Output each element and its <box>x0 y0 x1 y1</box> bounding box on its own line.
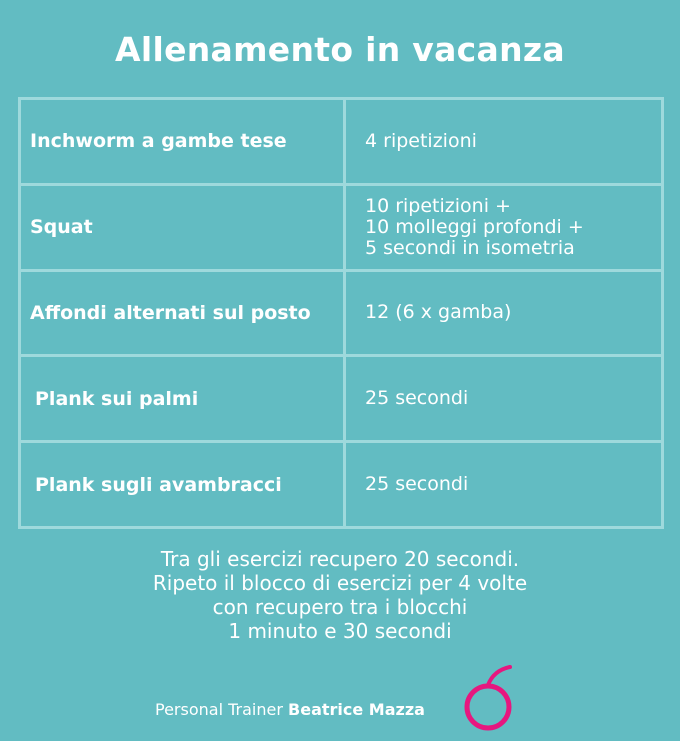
exercise-value: 25 secondi <box>346 357 661 440</box>
recovery-note: Tra gli esercizi recupero 20 secondi. Ripeto il blocco di esercizi per 4 volte con recupero tra i blocchi 1 minuto e 30 secondi <box>152 547 528 643</box>
exercise-name: Plank sugli avambracci <box>21 443 343 526</box>
apple-outline-icon <box>460 663 518 733</box>
exercise-value: 4 ripetizioni <box>346 100 661 183</box>
exercise-table <box>18 97 664 529</box>
footer-prefix: Personal Trainer <box>155 700 283 719</box>
exercise-value: 12 (6 x gamba) <box>346 272 661 355</box>
exercise-name: Inchworm a gambe tese <box>21 100 343 183</box>
exercise-value: 10 ripetizioni + 10 molleggi profondi + 5 secondi in isometria <box>346 186 661 269</box>
exercise-name: Plank sui palmi <box>21 357 343 440</box>
exercise-name: Affondi alternati sul posto <box>21 272 343 355</box>
page-title: Allenamento in vacanza <box>115 30 565 69</box>
exercise-value: 25 secondi <box>346 443 661 526</box>
trainer-name: Beatrice Mazza <box>288 700 425 719</box>
exercise-name: Squat <box>21 186 343 269</box>
footer-credit <box>155 700 425 719</box>
